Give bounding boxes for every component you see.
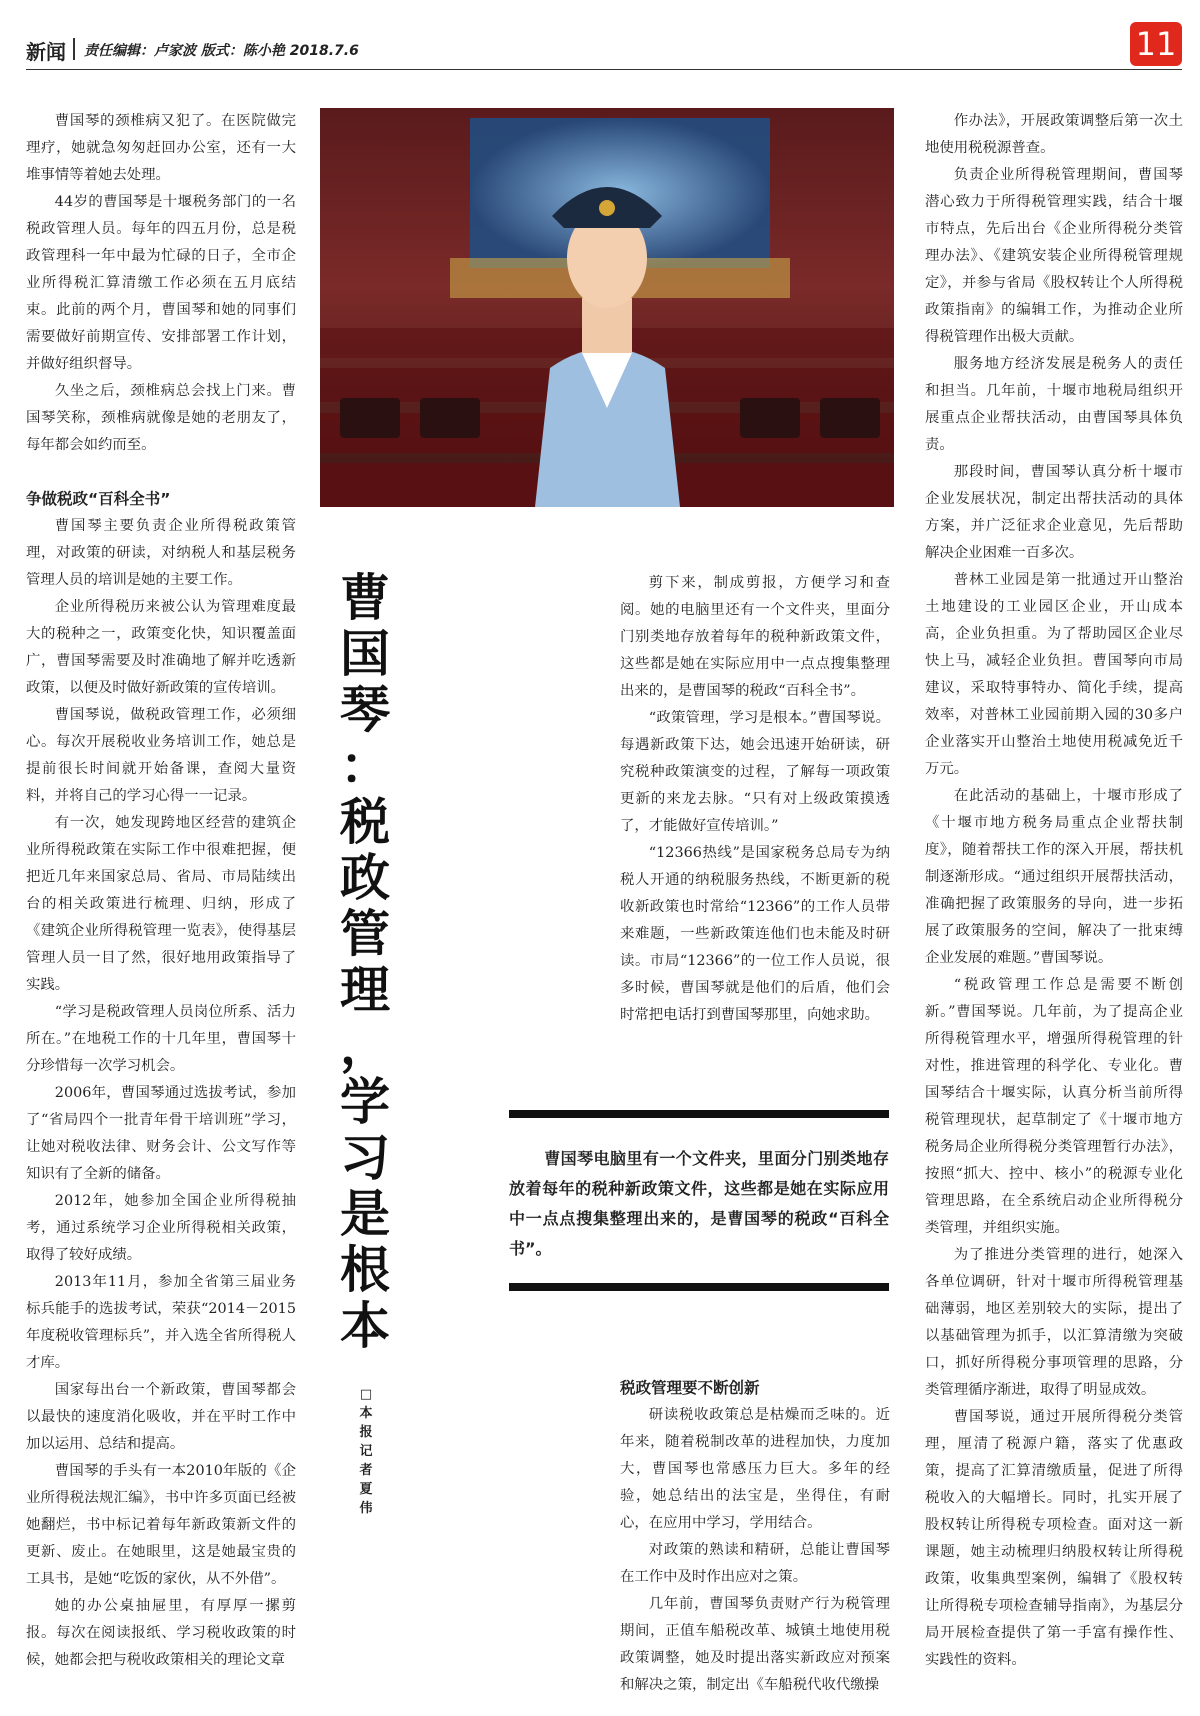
headline-char: 本: [340, 1296, 390, 1355]
col1-intro: [26, 108, 296, 459]
paragraph: “学习是税政管理人员岗位所系、活力所在。”在地税工作的十几年里，曹国琴十分珍惜每一次学习机会。: [26, 1004, 296, 1074]
headline-char: 琴: [340, 680, 390, 739]
header-rule: [26, 69, 1182, 70]
byline-char: 本: [359, 1406, 373, 1421]
headline-vertical: [335, 570, 395, 1354]
paragraph: 服务地方经济发展是税务人的责任和担当。几年前，十堰市地税局组织开展重点企业帮扶活动，由曹国琴具体负责。: [925, 356, 1183, 453]
paragraph: 曹国琴的手头有一本2010年版的《企业所得税法规汇编》，书中许多页面已经被她翻烂，书中标记着每年新政策新文件的更新、废止。在她眼里，这是她最宝贵的工具书，是她“吃饭的家伙，从不外借”。: [26, 1463, 296, 1587]
column-1: [26, 108, 296, 1708]
paragraph: 久坐之后，颈椎病总会找上门来。曹国琴笑称，颈椎病就像是她的老朋友了，每年都会如约而至。: [26, 383, 296, 453]
paragraph: 44岁的曹国琴是十堰税务部门的一名税政管理人员。每年的四五月份，总是税政管理科一年中最为忙碌的日子，全市企业所得税汇算清缴工作必须在五月底结束。此前的两个月，曹国琴和她的同事们需要做好前期宣传、安排部署工作计划，并做好组织督导。: [26, 194, 296, 372]
paragraph: “政策管理，学习是根本。”曹国琴说。每遇新政策下达，她会迅速开始研读，研究税种政策演变的过程，了解每一项政策更新的来龙去脉。“只有对上级政策摸透了，才能做好宣传培训。”: [620, 710, 890, 834]
paragraph: 2012年，她参加全国企业所得税抽考，通过系统学习企业所得税相关政策，取得了较好成绩。: [26, 1193, 296, 1263]
paragraph: 普林工业园是第一批通过开山整治土地建设的工业园区企业，开山成本高，企业负担重。为了帮助园区企业尽快上马，减轻企业负担。曹国琴向市局建议，采取特事特办、简化手续，提高效率，对普林工业园前期入园的30多户企业落实开山整治土地使用税减免近千万元。: [925, 572, 1183, 777]
headline-char: 习: [340, 1128, 390, 1187]
pull-quote-rule-top: [509, 1110, 889, 1118]
paragraph: 曹国琴说，做税政管理工作，必须细心。每次开展税收业务培训工作，她总是提前很长时间就开始备课，查阅大量资料，并将自己的学习心得一一记录。: [26, 707, 296, 804]
paragraph: 2013年11月，参加全省第三届业务标兵能手的选拔考试，荣获“2014－2015年度税收管理标兵”，并入选全省所得税人才库。: [26, 1274, 296, 1371]
section-label: 新闻: [26, 40, 66, 64]
headline-char: 曹: [340, 568, 390, 627]
byline-char: 记: [359, 1444, 373, 1459]
headline-char: 国: [340, 624, 390, 683]
paragraph: “税政管理工作总是需要不断创新。”曹国琴说。几年前，为了提高企业所得税管理水平，增强所得税管理的针对性，推进管理的科学化、专业化。曹国琴结合十堰实际，认真分析当前所得税管理现状，起草制定了《十堰市地方税务局企业所得税分类管理暂行办法》，按照“抓大、控中、核小”的税源专业化管理思路，在全系统启动企业所得税分类管理，并组织实施。: [925, 977, 1183, 1236]
subheading-encyclopedia: 争做税政“百科全书”: [26, 490, 171, 508]
paragraph: 对政策的熟读和精研，总能让曹国琴在工作中及时作出应对之策。: [620, 1542, 890, 1585]
headline-char: 税: [340, 792, 390, 851]
headline-char: 理: [340, 960, 390, 1019]
byline-char: 伟: [359, 1501, 373, 1516]
paragraph: 有一次，她发现跨地区经营的建筑企业所得税政策在实际工作中很难把握，便把近几年来国家总局、省局、市局陆续出台的相关政策进行梳理、归纳，形成了《建筑企业所得税管理一览表》，使得基层管理人员一目了然，很好地用政策指导了实践。: [26, 815, 296, 993]
byline-char: □: [359, 1387, 373, 1402]
headline-char: 管: [340, 904, 390, 963]
byline: [355, 1385, 377, 1518]
headline-char: 学: [340, 1072, 390, 1131]
column-3-upper: [620, 570, 890, 1029]
headline-char: 政: [340, 848, 390, 907]
col1-body: [26, 513, 296, 1674]
col3-lower-body: [620, 1402, 890, 1699]
paragraph: 研读税收政策总是枯燥而乏味的。近年来，随着税制改革的进程加快，力度加大，曹国琴也常感压力巨大。多年的经验，她总结出的法宝是，坐得住，有耐心，在应用中学习，学用结合。: [620, 1407, 890, 1531]
byline-char: 夏: [359, 1482, 373, 1497]
column-4: [925, 108, 1183, 1708]
paragraph: 作办法》，开展政策调整后第一次土地使用税税源普查。: [925, 113, 1183, 156]
headline-char: 根: [340, 1240, 390, 1299]
byline-char: 者: [359, 1463, 373, 1478]
paragraph: 那段时间，曹国琴认真分析十堰市企业发展状况，制定出帮扶活动的具体方案，并广泛征求企业意见，先后帮助解决企业困难一百多次。: [925, 464, 1183, 561]
paragraph: 国家每出台一个新政策，曹国琴都会以最快的速度消化吸收，并在平时工作中加以运用、总结和提高。: [26, 1382, 296, 1452]
headline-char: ：: [340, 736, 390, 795]
header-divider: [73, 38, 75, 60]
paragraph: 曹国琴的颈椎病又犯了。在医院做完理疗，她就急匆匆赶回办公室，还有一大堆事情等着她去处理。: [26, 113, 296, 183]
editor-info: 责任编辑：卢家波 版式：陈小艳 2018.7.6: [84, 43, 359, 59]
portrait-photo: [320, 108, 894, 507]
paragraph: 曹国琴主要负责企业所得税政策管理，对政策的研读，对纳税人和基层税务管理人员的培训是她的主要工作。: [26, 518, 296, 588]
paragraph: 为了推进分类管理的进行，她深入各单位调研，针对十堰市所得税管理基础薄弱，地区差别较大的实际，提出了以基础管理为抓手，以汇算清缴为突破口，抓好所得税分事项管理的思路，分类管理循序渐进，取得了明显成效。: [925, 1247, 1183, 1398]
page-number-badge: 11: [1130, 22, 1182, 66]
column-3-lower: [620, 1375, 890, 1707]
paragraph: 在此活动的基础上，十堰市形成了《十堰市地方税务局重点企业帮扶制度》，随着帮扶工作的深入开展，帮扶机制逐渐形成。“通过组织开展帮扶活动，准确把握了政策服务的导向，进一步拓展了政策服务的空间，解决了一批束缚企业发展的难题。”曹国琴说。: [925, 788, 1183, 966]
byline-char: 报: [359, 1425, 373, 1440]
pull-quote: 曹国琴电脑里有一个文件夹，里面分门别类地存放着每年的税种新政策文件，这些都是她在实际应用中一点点搜集整理出来的，是曹国琴的税政“百科全书”。: [509, 1149, 889, 1258]
paragraph: 她的办公桌抽屉里，有厚厚一摞剪报。每次在阅读报纸、学习税收政策的时候，她都会把与税收政策相关的理论文章: [26, 1598, 296, 1668]
paragraph: 剪下来，制成剪报，方便学习和查阅。她的电脑里还有一个文件夹，里面分门别类地存放着每年的税种新政策文件，这些都是她在实际应用中一点点搜集整理出来的，是曹国琴的税政“百科全书”。: [620, 575, 890, 699]
headline-char: 是: [340, 1184, 390, 1243]
paragraph: 几年前，曹国琴负责财产行为税管理期间，正值车船税改革、城镇土地使用税政策调整，她及时提出落实新政应对预案和解决之策，制定出《车船税代收代缴操: [620, 1596, 890, 1693]
subheading-innovation: 税政管理要不断创新: [620, 1379, 760, 1397]
paragraph: “12366热线”是国家税务总局专为纳税人开通的纳税服务热线，不断更新的税收新政策也时常给“12366”的工作人员带来难题，一些新政策连他们也未能及时研读。市局“12366”的一位工作人员说，很多时候，曹国琴就是他们的后盾，他们会时常把电话打到曹国琴那里，向她求助。: [620, 845, 890, 1023]
paragraph: 负责企业所得税管理期间，曹国琴潜心致力于所得税管理实践，结合十堰市特点，先后出台《企业所得税分类管理办法》、《建筑安装企业所得税管理规定》，并参与省局《股权转让个人所得税政策指南》的编辑工作，为推动企业所得税管理作出极大贡献。: [925, 167, 1183, 345]
pull-quote-rule-bottom: [509, 1283, 889, 1291]
paragraph: 企业所得税历来被公认为管理难度最大的税种之一，政策变化快，知识覆盖面广，曹国琴需要及时准确地了解并吃透新政策，以便及时做好新政策的宣传培训。: [26, 599, 296, 696]
headline-char: ，: [340, 1016, 390, 1075]
paragraph: 曹国琴说，通过开展所得税分类管理，厘清了税源户籍，落实了优惠政策，提高了汇算清缴质量，促进了所得税收入的大幅增长。同时，扎实开展了股权转让所得税专项检查。面对这一新课题，她主动梳理归纳股权转让所得税政策，收集典型案例，编辑了《股权转让所得税专项检查辅导指南》，为基层分局开展检查提供了第一手富有操作性、实践性的资料。: [925, 1409, 1183, 1668]
paragraph: 2006年，曹国琴通过选拔考试，参加了“省局四个一批青年骨干培训班”学习，让她对税收法律、财务会计、公文写作等知识有了全新的储备。: [26, 1085, 296, 1182]
